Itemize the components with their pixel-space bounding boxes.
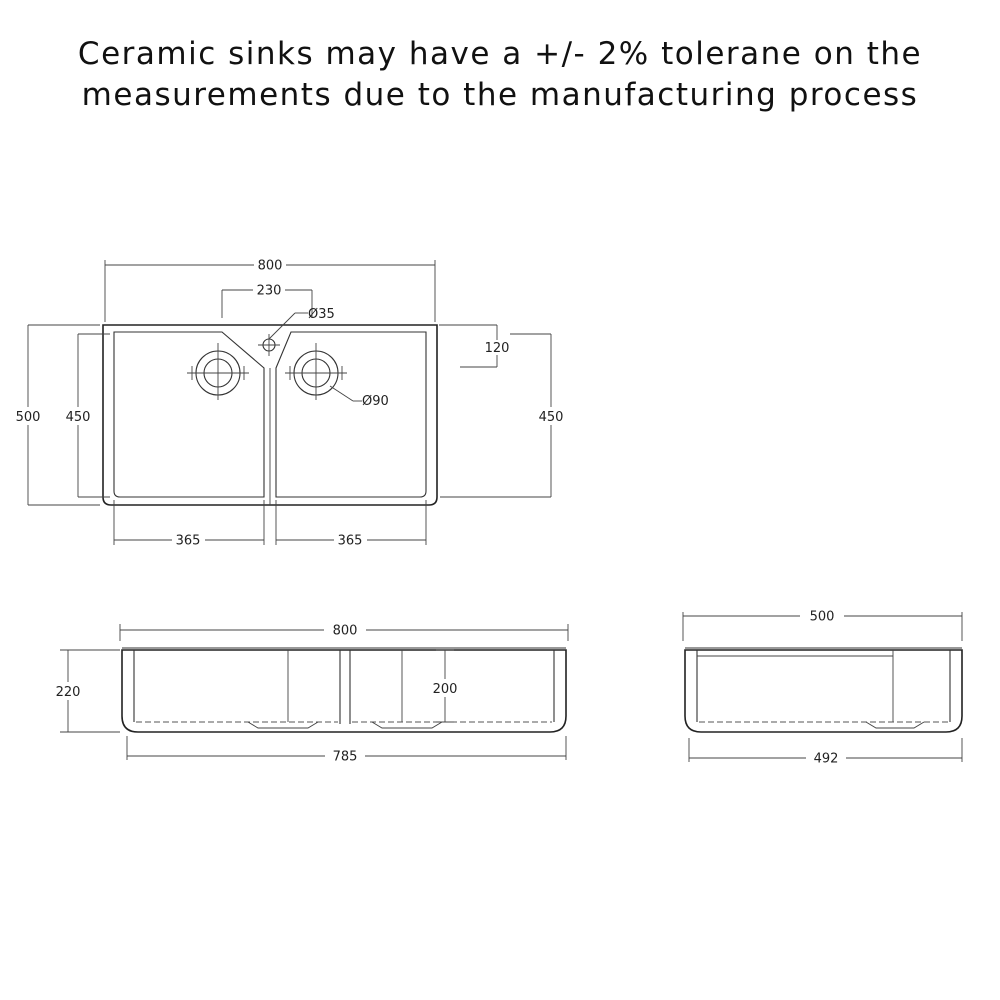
waste-diameter-label: Ø90 (362, 394, 389, 409)
right-bowl-width-label: 365 (337, 533, 363, 549)
left-bowl-depth-label: 450 (65, 410, 91, 425)
tap-hole-diameter-label: Ø35 (308, 307, 335, 322)
tap-offset-label: 230 (256, 283, 282, 299)
side-depth-label: 500 (809, 609, 835, 625)
front-width-label: 800 (332, 623, 358, 639)
plan-left-bowl (114, 332, 264, 497)
side-outline (685, 650, 962, 732)
side-elevation (683, 610, 962, 767)
plan-right-bowl (276, 332, 426, 497)
front-base-width-label: 785 (332, 749, 358, 765)
tap-hole-symbol (258, 334, 280, 356)
notice-line-1: Ceramic sinks may have a +/- 2% tolerane on the (77, 36, 923, 72)
left-bowl-width-label: 365 (175, 533, 201, 549)
plan-depth-label: 500 (15, 410, 41, 425)
front-height-label: 220 (55, 685, 81, 700)
front-bowl-height-label: 200 (432, 682, 458, 697)
left-waste-symbol (187, 343, 249, 400)
front-outline (122, 650, 566, 732)
right-bowl-depth-label: 450 (538, 410, 564, 425)
plan-view (16, 259, 564, 549)
notice-line-2: measurements due to the manufacturing process (81, 77, 919, 113)
front-elevation (56, 624, 568, 765)
bowl-offset-label: 120 (484, 341, 510, 356)
plan-width-label: 800 (257, 258, 283, 274)
side-base-depth-label: 492 (813, 751, 839, 767)
